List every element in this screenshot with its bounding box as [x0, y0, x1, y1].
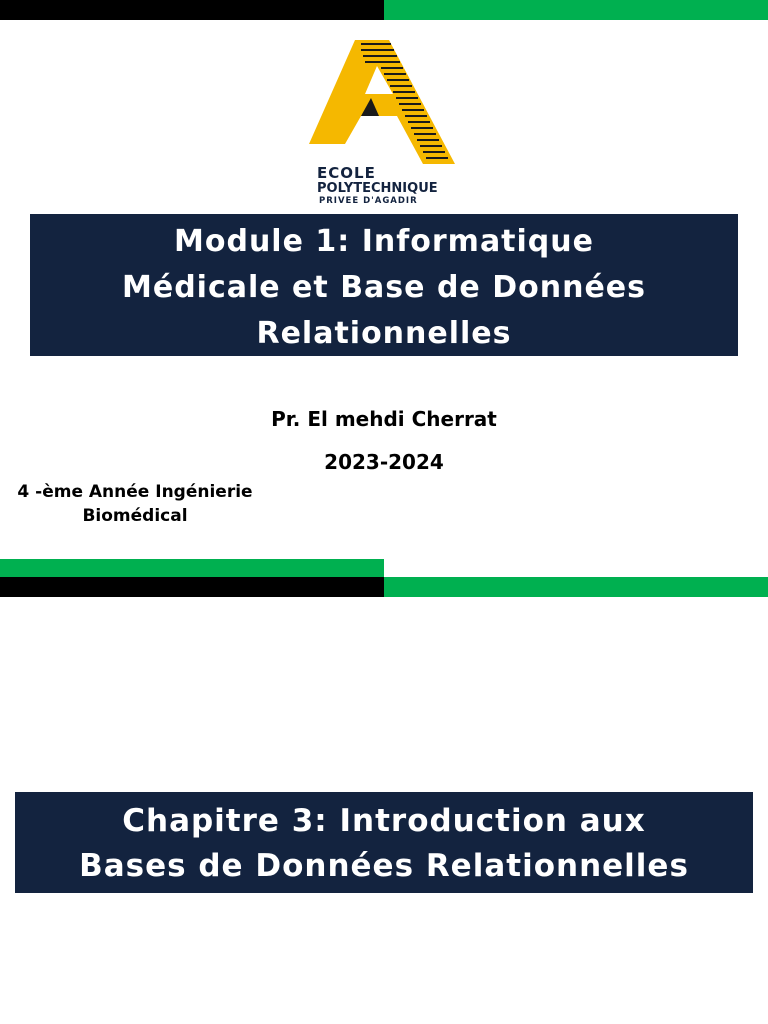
middle-green-bar-left — [0, 559, 384, 577]
logo-text-ecole: ECOLE — [317, 164, 376, 182]
middle-green-bar-right — [384, 577, 768, 597]
middle-black-bar — [0, 577, 384, 597]
school-logo — [305, 36, 465, 206]
study-level — [6, 480, 264, 528]
author-name: Pr. El mehdi Cherrat — [271, 407, 497, 431]
chapter-title-line-1: Chapitre 3: Introduction aux — [122, 803, 646, 839]
chapter-title-banner — [15, 792, 753, 893]
study-level-line-1: 4 -ème Année Ingénierie — [17, 482, 253, 502]
logo-text-polytechnique: POLYTECHNIQUE — [317, 181, 438, 196]
top-green-bar — [384, 0, 768, 20]
top-black-bar — [0, 0, 384, 20]
module-title-line-3: Relationnelles — [256, 316, 512, 351]
module-title-line-2: Médicale et Base de Données — [122, 270, 646, 305]
academic-year: 2023-2024 — [324, 450, 444, 474]
logo-text-agadir: PRIVEE D'AGADIR — [319, 196, 418, 206]
module-title-banner — [30, 214, 738, 356]
chapter-title-line-2: Bases de Données Relationnelles — [79, 848, 689, 884]
module-title-line-1: Module 1: Informatique — [174, 224, 594, 259]
logo-graphic — [305, 36, 465, 206]
study-level-line-2: Biomédical — [82, 506, 188, 526]
